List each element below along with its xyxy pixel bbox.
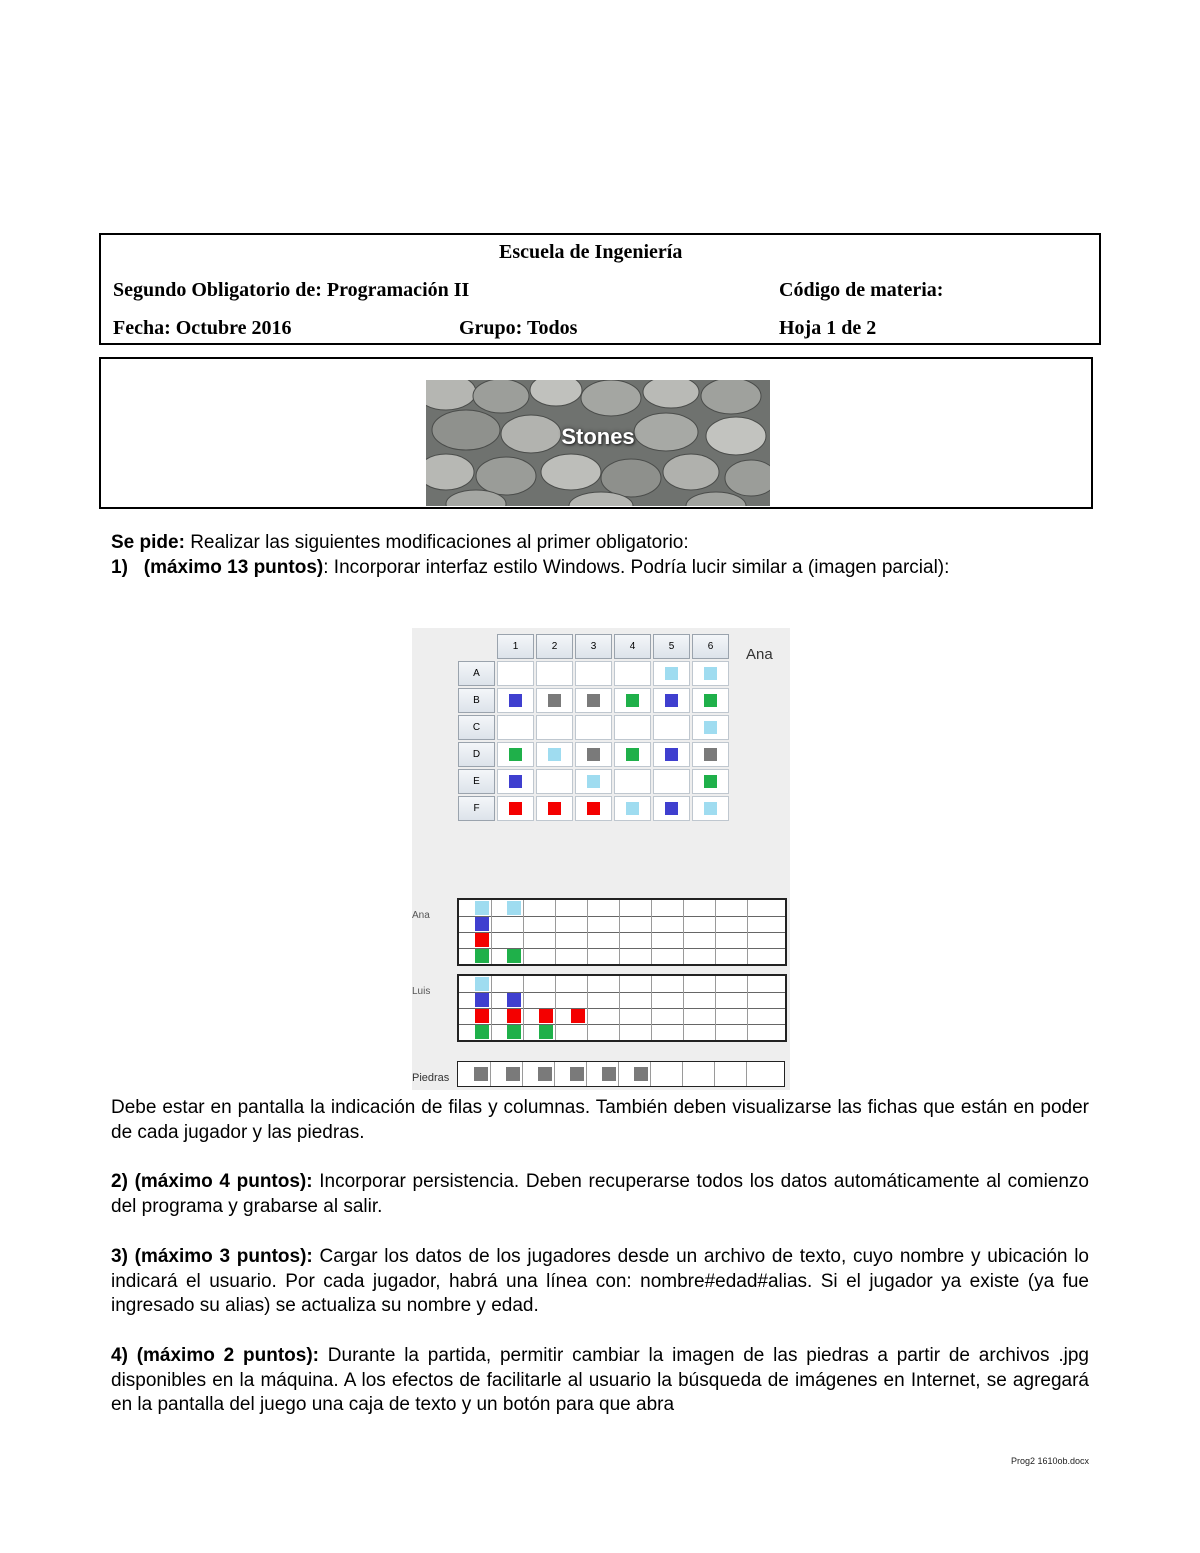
hand-row-divider (459, 916, 785, 917)
after-image-paragraph: Debe estar en pantalla la indicación de filas y columnas. También deben visualizarse las fichas que están en poder de cada jugador y las piedras. (111, 1097, 1089, 1143)
banner-title: Stones (561, 424, 635, 449)
board-cell[interactable] (614, 742, 651, 767)
item1-line (111, 557, 949, 579)
stones-divider (618, 1062, 619, 1086)
board-cell[interactable] (536, 742, 573, 767)
column-header: 3 (575, 634, 612, 659)
token (665, 802, 678, 815)
board-cell[interactable] (653, 661, 690, 686)
footer-filename: Prog2 1610ob.docx (1010, 1456, 1089, 1466)
token (548, 748, 561, 761)
row-header: F (458, 796, 495, 821)
stones-divider (490, 1062, 491, 1086)
token (626, 802, 639, 815)
school-title: Escuela de Ingeniería (499, 241, 683, 263)
date-label: Fecha: Octubre 2016 (113, 317, 292, 339)
token (704, 721, 717, 734)
hand-col-divider (683, 976, 684, 1040)
hand-col-divider (523, 976, 524, 1040)
hand-col-divider (683, 900, 684, 964)
board-cell[interactable] (653, 796, 690, 821)
hand-token (475, 1009, 489, 1023)
token (509, 748, 522, 761)
item2-points: 2) (máximo 4 puntos): (111, 1171, 313, 1192)
token (587, 802, 600, 815)
intro-line (111, 532, 689, 554)
board-cell[interactable] (497, 769, 534, 794)
hand-col-divider (651, 900, 652, 964)
token (704, 748, 717, 761)
board-cell[interactable] (692, 688, 729, 713)
item3-paragraph (111, 1245, 1089, 1319)
token (587, 694, 600, 707)
board-cell[interactable] (536, 796, 573, 821)
column-header: 2 (536, 634, 573, 659)
row-header: B (458, 688, 495, 713)
hand-col-divider (555, 976, 556, 1040)
stones-divider (554, 1062, 555, 1086)
board-cell[interactable] (614, 661, 651, 686)
token (509, 775, 522, 788)
row-header: C (458, 715, 495, 740)
row-header: A (458, 661, 495, 686)
player-name: Ana (746, 646, 773, 663)
page-label: Hoja 1 de 2 (779, 317, 877, 339)
board-cell[interactable] (497, 715, 534, 740)
stones-divider (682, 1062, 683, 1086)
hand-token (475, 917, 489, 931)
token (665, 667, 678, 680)
token (587, 775, 600, 788)
token (509, 694, 522, 707)
stones-divider (650, 1062, 651, 1086)
token (548, 694, 561, 707)
hand-token (507, 993, 521, 1007)
row-header: E (458, 769, 495, 794)
board-cell[interactable] (575, 661, 612, 686)
hand-token (475, 1025, 489, 1039)
hand-token (571, 1009, 585, 1023)
board-cell[interactable] (497, 796, 534, 821)
hand-col-divider (747, 976, 748, 1040)
stones-divider (586, 1062, 587, 1086)
board-cell[interactable] (497, 661, 534, 686)
column-header: 1 (497, 634, 534, 659)
hand-col-divider (491, 900, 492, 964)
stones-label: Piedras (412, 1072, 450, 1084)
token (509, 802, 522, 815)
board-cell[interactable] (614, 796, 651, 821)
board-cell[interactable] (575, 688, 612, 713)
hand-col-divider (587, 976, 588, 1040)
item4-points: 4) (máximo 2 puntos): (111, 1345, 319, 1366)
hand-token (475, 901, 489, 915)
board-cell[interactable] (575, 715, 612, 740)
hand-token (507, 1025, 521, 1039)
board-cell[interactable] (536, 688, 573, 713)
board-cell[interactable] (692, 742, 729, 767)
stone-token (538, 1067, 552, 1081)
item1-points: (máximo 13 puntos) (143, 557, 324, 578)
board-cell[interactable] (536, 661, 573, 686)
item4-paragraph (111, 1344, 1089, 1418)
board-cell[interactable] (692, 661, 729, 686)
hand-col-divider (523, 900, 524, 964)
board-cell[interactable] (497, 688, 534, 713)
item1-number: 1) (111, 557, 128, 578)
board-cell[interactable] (653, 715, 690, 740)
board-cell[interactable] (653, 688, 690, 713)
hand-token (539, 1009, 553, 1023)
token (548, 802, 561, 815)
course-code-label: Código de materia: (779, 279, 944, 301)
board-cell[interactable] (692, 796, 729, 821)
board-cell[interactable] (575, 742, 612, 767)
board-cell[interactable] (536, 769, 573, 794)
hand-col-divider (619, 976, 620, 1040)
hand-token (475, 977, 489, 991)
item3-text: Cargar los datos de los jugadores desde un archivo de texto, cuyo nombre y ubicación lo indicará el usuario. Por cada jugador, habrá una línea con: nombre#edad#alias. Si el jugador ya existe (ya fue ingresado su alias) se actualiza su nombre y edad. (111, 1246, 1090, 1316)
hand-col-divider (747, 900, 748, 964)
board-cell[interactable] (614, 715, 651, 740)
row-header: D (458, 742, 495, 767)
stone-token (634, 1067, 648, 1081)
header-box (99, 233, 1101, 345)
token (704, 667, 717, 680)
board-cell[interactable] (614, 769, 651, 794)
player-hand (457, 974, 787, 1042)
hand-col-divider (555, 900, 556, 964)
column-header: 5 (653, 634, 690, 659)
stone-token (602, 1067, 616, 1081)
board-cell[interactable] (653, 769, 690, 794)
hand-col-divider (619, 900, 620, 964)
token (626, 694, 639, 707)
hand-col-divider (715, 900, 716, 964)
assignment-title: Segundo Obligatorio de: Programación II (113, 279, 470, 301)
stones-divider (522, 1062, 523, 1086)
board-cell[interactable] (614, 688, 651, 713)
item4-text: Durante la partida, permitir cambiar la imagen de las piedras a partir de archivos .jpg disponibles en la máquina. A los efectos de facilitarle al usuario la búsqueda de imágenes en Internet, se agregará en la pantalla del juego una caja de texto y un botón para que abra (111, 1345, 1089, 1415)
item2-paragraph (111, 1170, 1089, 1219)
item2-text: Incorporar persistencia. Deben recuperarse todos los datos automáticamente al comienzo del programa y grabarse al salir. (111, 1171, 1089, 1217)
stone-token (506, 1067, 520, 1081)
board-cell[interactable] (653, 742, 690, 767)
game-screenshot (412, 628, 790, 1090)
token (704, 694, 717, 707)
token (665, 748, 678, 761)
board-cell[interactable] (497, 742, 534, 767)
hand-token (475, 949, 489, 963)
hand-col-divider (491, 976, 492, 1040)
token (665, 694, 678, 707)
hand-token (507, 901, 521, 915)
token (587, 748, 600, 761)
token (626, 748, 639, 761)
hand-col-divider (715, 976, 716, 1040)
board-cell[interactable] (692, 769, 729, 794)
hand-col-divider (587, 900, 588, 964)
board-cell[interactable] (692, 715, 729, 740)
player-hand (457, 898, 787, 966)
hand-token (475, 933, 489, 947)
stones-divider (746, 1062, 747, 1086)
hand-token (507, 949, 521, 963)
board-cell[interactable] (575, 769, 612, 794)
token (704, 775, 717, 788)
hand-col-divider (651, 976, 652, 1040)
intro-text: Realizar las siguientes modificaciones al primer obligatorio: (190, 532, 689, 553)
item3-points: 3) (máximo 3 puntos): (111, 1246, 313, 1267)
board-cell[interactable] (575, 796, 612, 821)
hand-label: Luis (412, 986, 431, 997)
hand-token (539, 1025, 553, 1039)
stones-divider (714, 1062, 715, 1086)
stone-token (474, 1067, 488, 1081)
hand-token (475, 993, 489, 1007)
stone-token (570, 1067, 584, 1081)
stones-box (457, 1061, 785, 1087)
hand-row-divider (459, 932, 785, 933)
hand-label: Ana (412, 910, 430, 921)
board-cell[interactable] (536, 715, 573, 740)
column-header: 6 (692, 634, 729, 659)
stones-banner-image (426, 380, 770, 506)
token (704, 802, 717, 815)
intro-label: Se pide: (111, 532, 185, 553)
column-header: 4 (614, 634, 651, 659)
item1-text: : Incorporar interfaz estilo Windows. Podría lucir similar a (imagen parcial): (323, 557, 950, 578)
hand-token (507, 1009, 521, 1023)
group-label: Grupo: Todos (459, 317, 578, 339)
